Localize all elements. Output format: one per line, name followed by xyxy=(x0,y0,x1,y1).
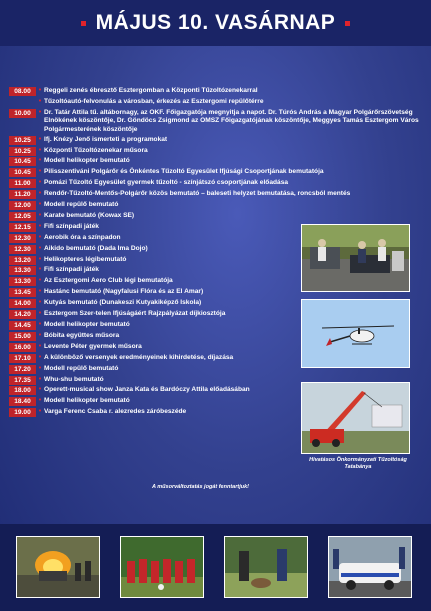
band-image xyxy=(121,537,203,597)
schedule-time: 18.00 xyxy=(9,386,36,395)
schedule-text: Whu-shu bemutató xyxy=(44,375,104,383)
rescue-scene-photo xyxy=(301,224,410,292)
bullet-icon: • xyxy=(38,179,42,187)
bullet-icon: • xyxy=(38,97,42,105)
schedule-text: Tűzoltóautó-felvonulás a városban, érkezés az Esztergomi repülőtérre xyxy=(44,97,264,105)
schedule-text: Fifi színpadi játék xyxy=(44,222,99,230)
schedule-text: Levente Péter gyermek műsora xyxy=(44,342,142,350)
schedule-time: 08.00 xyxy=(9,87,36,96)
police-car-image xyxy=(329,537,411,597)
schedule-text: Operett-musical show Janza Kata és Bardóczy Attila előadásában xyxy=(44,386,250,394)
schedule-text: Aikido bemutató (Dada Ima Dojo) xyxy=(44,244,148,252)
schedule-time: 15.00 xyxy=(9,332,36,341)
schedule-text: Ifj. Knézy Jenő ismerteti a programokat xyxy=(44,135,168,143)
schedule-row xyxy=(9,108,419,135)
schedule-time: 14.20 xyxy=(9,310,36,319)
schedule-time: 13.30 xyxy=(9,266,36,275)
schedule-text: Modell helikopter bemutató xyxy=(44,321,130,328)
schedule-time: 10.00 xyxy=(9,109,36,118)
schedule-text: Pilisszentiváni Polgárőr és Önkéntes Tűzoltó Egyesület Ifjúsági Csoportjának bemutatója xyxy=(44,168,324,176)
schedule-text: Hastánc bemutató (Nagyfalusi Flóra és az El Amar) xyxy=(44,288,204,296)
page-title: MÁJUS 10. VASÁRNAP xyxy=(95,11,336,34)
fire-exercise-image xyxy=(17,537,99,597)
dog-show-photo xyxy=(224,536,308,598)
dog-show-image xyxy=(225,537,307,597)
schedule-time: 12.30 xyxy=(9,234,36,243)
photo-credit: Hivatásos Önkormányzati Tűzoltóság Tatabánya xyxy=(309,457,407,470)
rescue-scene-image xyxy=(302,225,409,291)
bullet-icon: • xyxy=(38,321,42,328)
schedule-text: Reggeli zenés ébresztő Esztergomban a Központi Tűzoltózenekarral xyxy=(44,87,258,94)
band-photo xyxy=(120,536,204,598)
header-bar xyxy=(0,0,431,46)
bullet-icon: • xyxy=(38,201,42,209)
schedule-time: 18.40 xyxy=(9,397,36,406)
red-square-icon xyxy=(345,21,350,26)
schedule-row xyxy=(9,211,419,222)
bullet-icon: • xyxy=(38,157,42,165)
bullet-icon: • xyxy=(38,87,42,94)
bullet-icon: • xyxy=(38,233,42,241)
schedule-time: 17.35 xyxy=(9,376,36,385)
schedule-time: 14.00 xyxy=(9,299,36,308)
schedule-text: Kutyás bemutató (Dunakeszi Kutyakiképző Iskola) xyxy=(44,299,202,307)
schedule-time: 19.00 xyxy=(9,408,36,417)
schedule-text: Karate bemutató (Kowax SE) xyxy=(44,211,135,219)
schedule-text: Dr. Tatár Attila tű. altábornagy, az OKF. Főigazgatója megnyitja a napot. Dr. Túrós András a Magyar Polgárőrszövetség Elnökének köszöntője, Dr. Göndöcs Zsigmond az OMSZ Főigazgatójának köszöntője, Meggyes Tamás Esztergom Város Polgármesterének köszöntője xyxy=(44,108,419,133)
schedule-time: 10.25 xyxy=(9,136,36,145)
red-square-icon xyxy=(81,21,86,26)
schedule-time: 10.45 xyxy=(9,157,36,166)
schedule-time: 12.05 xyxy=(9,212,36,221)
bullet-icon: • xyxy=(38,299,42,307)
schedule-row xyxy=(9,189,419,200)
schedule-text: Esztergom Szer-telen Ifjúságáért Rajzpályázat díjkiosztója xyxy=(44,310,226,318)
helicopter-image xyxy=(302,300,409,367)
schedule-row xyxy=(9,156,419,167)
bullet-icon: • xyxy=(38,190,42,198)
bullet-icon: • xyxy=(38,386,42,394)
schedule-time: 11.20 xyxy=(9,190,36,199)
bullet-icon: • xyxy=(38,331,42,339)
bullet-icon: • xyxy=(38,244,42,252)
schedule-text: Helikopteres légibemutató xyxy=(44,255,127,263)
bullet-icon: • xyxy=(38,135,42,143)
bullet-icon: • xyxy=(38,342,42,350)
schedule-text: A különböző versenyek eredményeinek kihirdetése, díjazása xyxy=(44,353,234,361)
schedule-time: 14.45 xyxy=(9,321,36,330)
schedule-text: Aerobik óra a színpadon xyxy=(44,233,121,241)
schedule-row xyxy=(9,135,419,146)
schedule-text: Modell helikopter bemutató xyxy=(44,397,130,405)
schedule-time: 10.45 xyxy=(9,168,36,177)
schedule-row xyxy=(9,86,419,97)
schedule-text: Pomázi Tűzoltó Egyesület gyermek tűzoltó - színjátszó csoportjának előadása xyxy=(44,179,289,187)
bullet-icon: • xyxy=(38,375,42,383)
crane-truck-image xyxy=(302,383,409,453)
schedule-text: Rendőr-Tűzoltó-Mentős-Polgárőr közös bemutató – baleseti helyzet bemutatása, roncsból mentés xyxy=(44,190,351,198)
schedule-time: 13.30 xyxy=(9,277,36,286)
schedule-row xyxy=(9,146,419,157)
schedule-time: 13.45 xyxy=(9,288,36,297)
crane-truck-photo xyxy=(301,382,410,454)
schedule-text: Fifi színpadi játék xyxy=(44,266,99,274)
schedule-time: 11.00 xyxy=(9,179,36,188)
schedule-time: 17.10 xyxy=(9,354,36,363)
bullet-icon: • xyxy=(38,288,42,296)
schedule-time: 12.30 xyxy=(9,245,36,254)
schedule-row xyxy=(9,97,419,108)
schedule-row xyxy=(9,167,419,178)
bullet-icon: • xyxy=(38,277,42,285)
schedule-time: 16.00 xyxy=(9,343,36,352)
bullet-icon: • xyxy=(38,222,42,230)
helicopter-photo xyxy=(301,299,410,368)
bullet-icon: • xyxy=(38,211,42,219)
schedule-text: Varga Ferenc Csaba r. alezredes záróbeszéde xyxy=(44,408,187,416)
footnote: A műsorváltoztatás jogát fenntartjuk! xyxy=(152,484,249,490)
bullet-icon: • xyxy=(38,255,42,263)
schedule-text: Modell repülő bemutató xyxy=(44,201,119,209)
schedule-text: Központi Tűzoltózenekar műsora xyxy=(44,146,148,154)
bullet-icon: • xyxy=(38,146,42,154)
schedule-row xyxy=(9,178,419,189)
schedule-time: 12.00 xyxy=(9,201,36,210)
bullet-icon: • xyxy=(38,408,42,416)
schedule-text: Modell helikopter bemutató xyxy=(44,157,130,165)
bullet-icon: • xyxy=(38,397,42,405)
bullet-icon: • xyxy=(38,108,42,116)
schedule-text: Modell repülő bemutató xyxy=(44,364,119,372)
schedule-time: 10.25 xyxy=(9,147,36,156)
bullet-icon: • xyxy=(38,266,42,274)
police-car-photo xyxy=(328,536,412,598)
schedule-time: 12.15 xyxy=(9,223,36,232)
schedule-text: Az Esztergomi Aero Club légi bemutatója xyxy=(44,277,173,285)
fire-exercise-photo xyxy=(16,536,100,598)
schedule-time: 17.20 xyxy=(9,365,36,374)
schedule-text: Bóbita együttes műsora xyxy=(44,331,120,339)
bullet-icon: • xyxy=(38,168,42,176)
bullet-icon: • xyxy=(38,364,42,372)
schedule-time xyxy=(9,98,36,107)
bullet-icon: • xyxy=(38,310,42,318)
schedule-row xyxy=(9,200,419,211)
bullet-icon: • xyxy=(38,353,42,361)
schedule-time: 13.20 xyxy=(9,256,36,265)
